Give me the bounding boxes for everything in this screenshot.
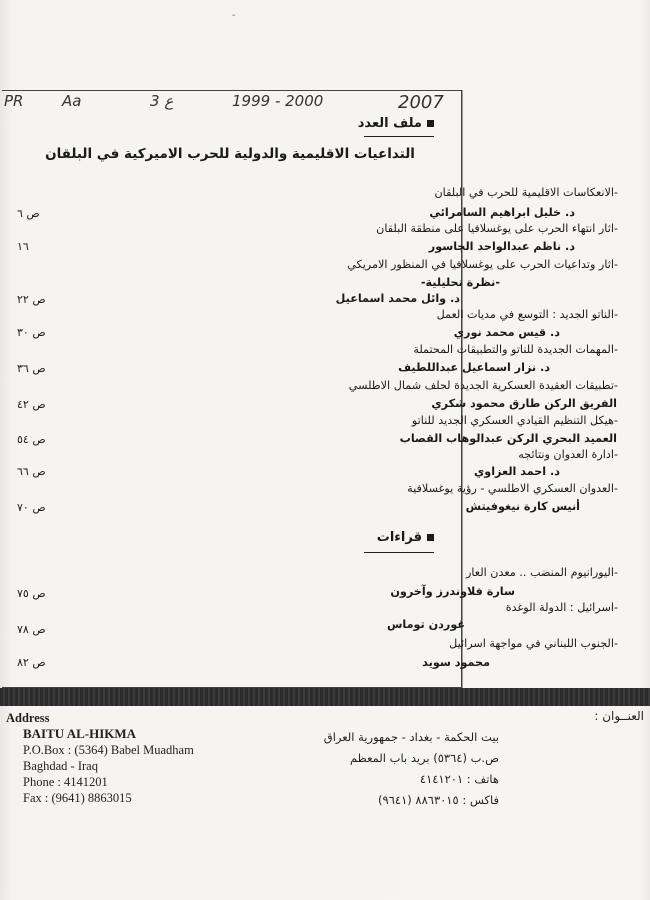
article-author: د. وائل محمد اسماعيل: [335, 292, 460, 305]
page-number: ص ٤٢: [17, 398, 46, 411]
article-title: -اثار وتداعيات الحرب على يوغسلافيا في المنظور الامريكي: [347, 258, 618, 271]
handwritten-note: Aa: [62, 92, 82, 110]
city: Baghdad - Iraq: [23, 759, 98, 773]
reading-author: سارة فلاوندرز وآخرون: [390, 585, 515, 598]
reading-title: -اليورانيوم المنضب .. معدن العار: [465, 566, 618, 579]
reading-title: -اسرائيل : الدولة الوغدة: [505, 601, 618, 614]
organization-name: BAITU AL-HIKMA: [23, 726, 137, 741]
section-heading-issue-file: [358, 116, 434, 131]
organization-name: بيت الحكمة - بغداد - جمهورية العراق: [323, 730, 499, 744]
page-number: ص ٧٨: [17, 623, 46, 636]
section-heading-readings: [377, 530, 434, 545]
scan-mark: -: [232, 10, 236, 21]
square-bullet-icon: [427, 534, 434, 541]
handwritten-note: 3 ع: [150, 92, 174, 110]
fax: Fax : (9641) 8863015: [23, 791, 132, 805]
page-title: التداعيات الاقليمية والدولية للحرب الاميركية في البلقان: [45, 146, 415, 162]
divider: [364, 552, 434, 553]
article-author: د. احمد العزاوي: [474, 465, 560, 478]
article-author: د. نزار اسماعيل عبداللطيف: [398, 361, 550, 374]
footer-band: [0, 688, 650, 706]
page-number: ص ٢٢: [17, 293, 46, 306]
reading-title: -الجنوب اللبناني في مواجهة اسرائيل: [449, 637, 618, 650]
divider: [364, 136, 434, 137]
reading-author: محمود سويد: [422, 656, 490, 669]
article-author: أنيس كارة نيغوفيتش: [465, 500, 580, 513]
article-author: د. ناظم عبدالواحد الجاسور: [428, 240, 575, 253]
page-number: ص ٦٦: [17, 465, 46, 478]
article-title: -هيكل التنظيم القيادي العسكري الجديد للناتو: [411, 414, 618, 427]
page-number: ص ٥٤: [17, 433, 46, 446]
article-title: -تطبيقات العقيدة العسكرية الجديدة لحلف شمال الاطلسي: [348, 379, 618, 392]
po-box: P.O.Box : (5364) Babel Muadham: [23, 743, 194, 757]
address-arabic: [324, 706, 644, 811]
handwritten-note: 2007: [398, 92, 444, 113]
page-number: ص ٨٢: [17, 656, 46, 669]
address-label: Address: [6, 711, 50, 725]
article-author: العميد البحري الركن عبدالوهاب القصاب: [399, 432, 617, 445]
section-heading-label: ملف العدد: [357, 116, 422, 131]
fax: فاكس : ٨٨٦٣٠١٥ (٩٦٤١): [378, 793, 499, 807]
address-english: [6, 710, 194, 806]
article-title: -اثار انتهاء الحرب على يوغسلافيا على منطقة البلقان: [376, 222, 618, 235]
article-author: د. قيس محمد نوري: [453, 326, 560, 339]
page-number: ص ٣٠: [17, 326, 46, 339]
page-number: ص ٣٦: [17, 362, 46, 375]
article-subtitle: -نظرة تحليلية-: [420, 276, 500, 289]
article-title: -المهمات الجديدة للناتو والتطبيقات المحتملة: [413, 343, 618, 356]
handwritten-note: PR: [4, 92, 24, 110]
po-box: ص.ب (٥٣٦٤) بريد باب المعظم: [350, 751, 499, 765]
reading-author: غوردن توماس: [386, 618, 465, 631]
page-number: ص ٦: [17, 207, 40, 220]
phone: Phone : 4141201: [23, 775, 108, 789]
handwritten-note: 1999 - 2000: [232, 92, 324, 110]
article-title: -الانعكاسات الاقليمية للحرب في البلقان: [434, 186, 618, 199]
page-number: ١٦: [17, 240, 29, 253]
page-number: ص ٧٠: [17, 501, 46, 514]
article-title: -الناتو الجديد : التوسع في مديات العمل: [436, 308, 618, 321]
article-author: الفريق الركن طارق محمود شكري: [431, 397, 617, 410]
phone: هاتف : ٤١٤١٢٠١: [419, 772, 499, 786]
page-number: ص ٧٥: [17, 587, 46, 600]
article-author: د. خليل ابراهيم السامرائي: [429, 206, 575, 219]
article-title: -العدوان العسكري الاطلسي - رؤية يوغسلافية: [407, 482, 618, 495]
section-heading-label: قراءات: [376, 530, 422, 545]
article-title: -ادارة العدوان ونتائجه: [518, 448, 618, 461]
address-label: العنــوان :: [594, 709, 644, 723]
square-bullet-icon: [427, 120, 434, 127]
